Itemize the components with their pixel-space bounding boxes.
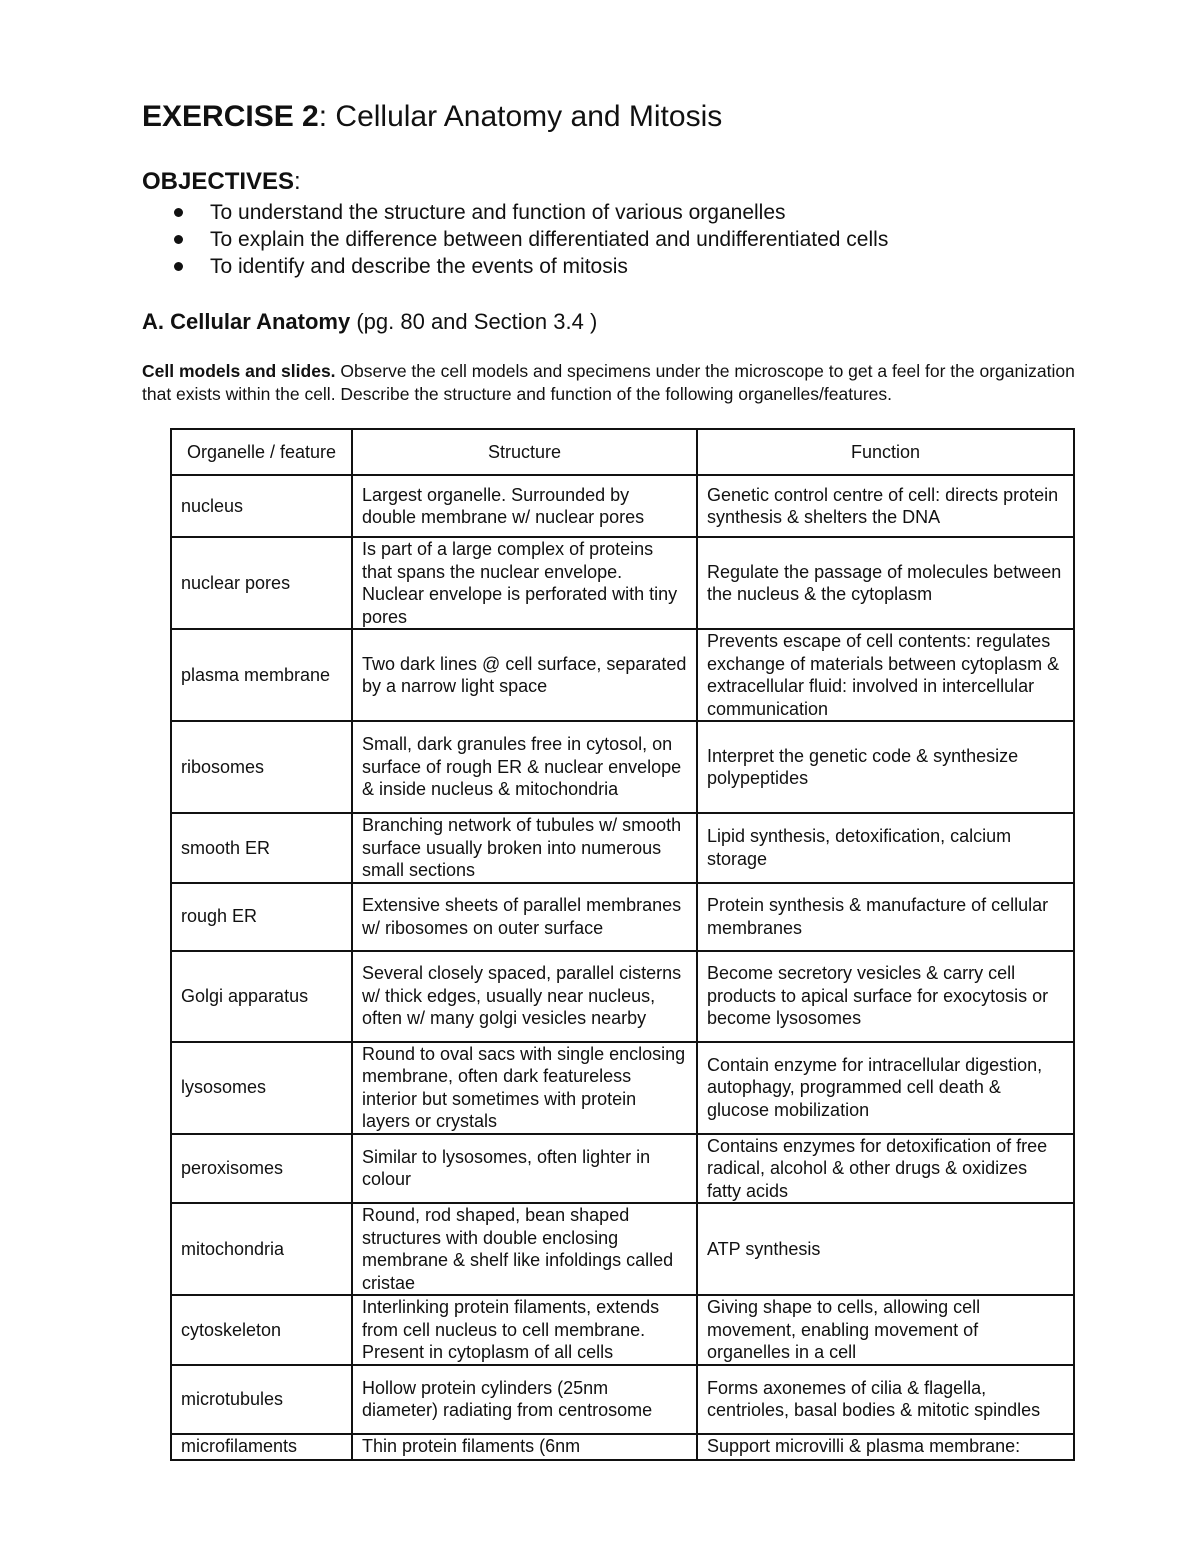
cell-organelle: nucleus — [171, 475, 352, 537]
cell-organelle: peroxisomes — [171, 1134, 352, 1204]
cell-organelle: lysosomes — [171, 1042, 352, 1134]
cell-organelle: nuclear pores — [171, 537, 352, 629]
organelle-table — [170, 428, 1075, 1461]
cell-structure: Two dark lines @ cell surface, separated by a narrow light space — [352, 629, 697, 721]
objectives-heading — [142, 167, 301, 197]
intro-paragraph — [142, 360, 1102, 406]
objective-text: To explain the difference between differentiated and undifferentiated cells — [210, 228, 889, 251]
cell-organelle: microtubules — [171, 1365, 352, 1434]
objective-item — [142, 226, 888, 253]
section-heading-title: A. Cellular Anatomy — [142, 309, 351, 334]
table-row — [171, 1134, 1074, 1204]
cell-organelle: ribosomes — [171, 721, 352, 813]
intro-lead: Cell models and slides. — [142, 361, 336, 381]
objective-item — [142, 253, 888, 280]
table-row — [171, 1295, 1074, 1365]
page-title — [142, 98, 722, 136]
cell-function: Protein synthesis & manufacture of cellular membranes — [697, 883, 1074, 951]
title-text: : Cellular Anatomy and Mitosis — [318, 100, 723, 133]
cell-structure: Round, rod shaped, bean shaped structures with double enclosing membrane & shelf like infoldings called cristae — [352, 1203, 697, 1295]
cell-function: ATP synthesis — [697, 1203, 1074, 1295]
cell-organelle: Golgi apparatus — [171, 951, 352, 1042]
cell-structure: Largest organelle. Surrounded by double membrane w/ nuclear pores — [352, 475, 697, 537]
cell-structure: Similar to lysosomes, often lighter in colour — [352, 1134, 697, 1204]
header-organelle: Organelle / feature — [171, 429, 352, 475]
table-row — [171, 537, 1074, 629]
cell-structure: Is part of a large complex of proteins that spans the nuclear envelope. Nuclear envelope is perforated with tiny pores — [352, 537, 697, 629]
bullet-icon — [174, 235, 183, 244]
cell-function: Contain enzyme for intracellular digestion, autophagy, programmed cell death & glucose mobilization — [697, 1042, 1074, 1134]
objectives-heading-colon: : — [294, 168, 301, 195]
cell-structure: Several closely spaced, parallel cisterns w/ thick edges, usually near nucleus, often w/ many golgi vesicles nearby — [352, 951, 697, 1042]
table-row — [171, 1434, 1074, 1460]
table-row — [171, 951, 1074, 1042]
table-row — [171, 883, 1074, 951]
cell-organelle: rough ER — [171, 883, 352, 951]
cell-structure: Branching network of tubules w/ smooth surface usually broken into numerous small sections — [352, 813, 697, 883]
objective-text: To understand the structure and function of various organelles — [210, 201, 786, 224]
table-row — [171, 813, 1074, 883]
intro-text: Observe the cell models and specimens under the microscope to get a feel for the organization that exists within the cell. Describe the structure and function of the following organelles/features. — [142, 361, 1075, 404]
cell-function: Giving shape to cells, allowing cell movement, enabling movement of organelles in a cell — [697, 1295, 1074, 1365]
table-header-row — [171, 429, 1074, 475]
cell-function: Lipid synthesis, detoxification, calcium storage — [697, 813, 1074, 883]
objectives-list — [142, 199, 888, 280]
cell-function: Forms axonemes of cilia & flagella, centrioles, basal bodies & mitotic spindles — [697, 1365, 1074, 1434]
cell-function: Regulate the passage of molecules between the nucleus & the cytoplasm — [697, 537, 1074, 629]
objective-text: To identify and describe the events of mitosis — [210, 255, 628, 278]
cell-function: Support microvilli & plasma membrane: — [697, 1434, 1074, 1460]
cell-function: Become secretory vesicles & carry cell products to apical surface for exocytosis or become lysosomes — [697, 951, 1074, 1042]
bullet-icon — [174, 262, 183, 271]
cell-structure: Round to oval sacs with single enclosing membrane, often dark featureless interior but sometimes with protein layers or crystals — [352, 1042, 697, 1134]
table-row — [171, 475, 1074, 537]
table-row — [171, 721, 1074, 813]
cell-organelle: plasma membrane — [171, 629, 352, 721]
cell-function: Prevents escape of cell contents: regulates exchange of materials between cytoplasm & extracellular fluid: involved in intercellular communication — [697, 629, 1074, 721]
cell-structure: Interlinking protein filaments, extends from cell nucleus to cell membrane. Present in cytoplasm of all cells — [352, 1295, 697, 1365]
table-row — [171, 1042, 1074, 1134]
bullet-icon — [174, 208, 183, 217]
cell-organelle: microfilaments — [171, 1434, 352, 1460]
cell-structure: Extensive sheets of parallel membranes w/ ribosomes on outer surface — [352, 883, 697, 951]
cell-organelle: cytoskeleton — [171, 1295, 352, 1365]
table-row — [171, 1365, 1074, 1434]
cell-function: Contains enzymes for detoxification of free radical, alcohol & other drugs & oxidizes fatty acids — [697, 1134, 1074, 1204]
section-heading-reference: (pg. 80 and Section 3.4 ) — [350, 309, 598, 334]
objectives-heading-text: OBJECTIVES — [142, 168, 295, 195]
header-structure: Structure — [352, 429, 697, 475]
cell-function: Genetic control centre of cell: directs protein synthesis & shelters the DNA — [697, 475, 1074, 537]
header-function: Function — [697, 429, 1074, 475]
cell-structure: Small, dark granules free in cytosol, on surface of rough ER & nuclear envelope & inside nucleus & mitochondria — [352, 721, 697, 813]
cell-function: Interpret the genetic code & synthesize polypeptides — [697, 721, 1074, 813]
cell-organelle: smooth ER — [171, 813, 352, 883]
table-row — [171, 629, 1074, 721]
section-heading — [142, 307, 597, 337]
table-row — [171, 1203, 1074, 1295]
cell-organelle: mitochondria — [171, 1203, 352, 1295]
cell-structure: Hollow protein cylinders (25nm diameter) radiating from centrosome — [352, 1365, 697, 1434]
cell-structure: Thin protein filaments (6nm — [352, 1434, 697, 1460]
title-exercise-number: EXERCISE 2 — [142, 100, 319, 133]
objective-item — [142, 199, 888, 226]
